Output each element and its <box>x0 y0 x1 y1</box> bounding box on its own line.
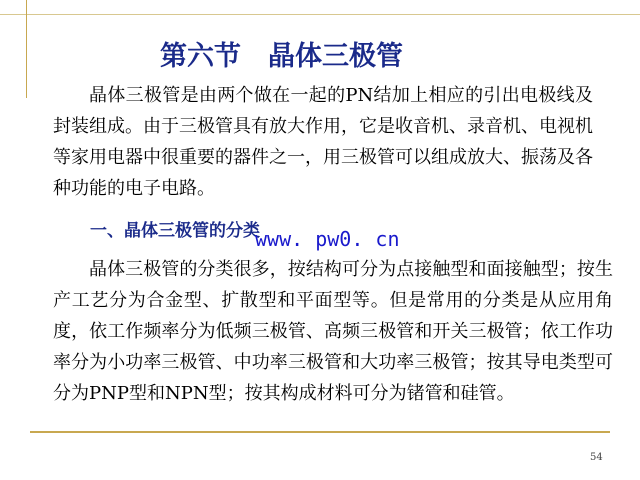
section-heading: 一、晶体三极管的分类 <box>90 221 260 241</box>
watermark-text: www. pw0. cn <box>255 227 400 251</box>
intro-paragraph: 晶体三极管是由两个做在一起的PN结加上相应的引出电极线及封装组成。由于三极管具有放大作用，它是收音机、录音机、电视机等家用电器中很重要的器件之一，用三极管可以组成放大、振荡及各种功能的电子电路。 <box>53 85 593 199</box>
top-rule <box>0 14 640 15</box>
left-accent-rule <box>26 0 27 98</box>
bottom-rule <box>30 431 610 433</box>
page-number: 54 <box>590 452 603 463</box>
classification-paragraph: 晶体三极管的分类很多，按结构可分为点接触型和面接触型；按生产工艺分为合金型、扩散型和平面型等。但是常用的分类是从应用角度，依工作频率分为低频三极管、高频三极管和开关三极管；依工作功率分为小功率三极管、中功率三极管和大功率三极管；按其导电类型可分为PNP型和NPN型；按其构成材料可分为锗管和硅管。 <box>53 259 613 404</box>
slide-title: 第六节 晶体三极管 <box>160 41 403 72</box>
